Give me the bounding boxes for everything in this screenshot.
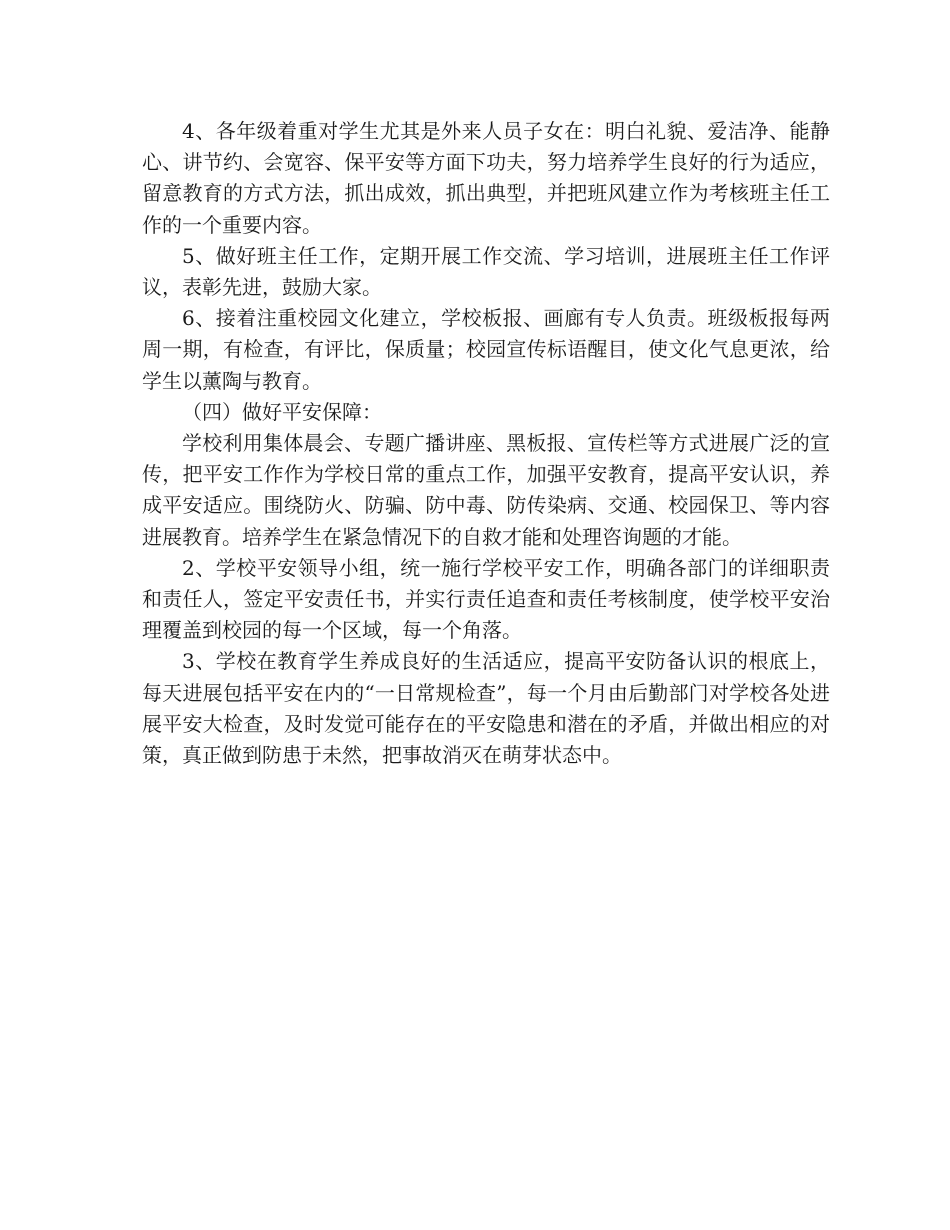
paragraph-item-2: 2、学校平安领导小组，统一施行学校平安工作，明确各部门的详细职责和责任人，签定平安责任书，并实行责任追查和责任考核制度，使学校平安治理覆盖到校园的每一个区域，每一个角落。: [142, 555, 830, 643]
section-heading-safety: （四）做好平安保障：: [182, 399, 382, 424]
paragraph-item-6: 6、接着注重校园文化建立，学校板报、画廊有专人负责。班级板报每两周一期，有检查，有评比，保质量；校园宣传标语醒目，使文化气息更浓，给学生以薰陶与教育。: [142, 306, 830, 393]
paragraph-item-5: 5、做好班主任工作，定期开展工作交流、学习培训，进展班主任工作评议，表彰先进，鼓励大家。: [142, 243, 830, 300]
document-body: [142, 116, 830, 771]
paragraph-item-3: 3、学校在教育学生养成良好的生活适应，提高平安防备认识的根底上，每天进展包括平安在内的“一日常规检查”，每一个月由后勤部门对学校各处进展平安大检查，及时发觉可能存在的平安隐患和潜在的矛盾，并做出相应的对策，真正做到防患于未然，把事故消灭在萌芽状态中。: [142, 649, 830, 768]
paragraph-safety-intro: 学校利用集体晨会、专题广播讲座、黑板报、宣传栏等方式进展广泛的宣传，把平安工作作为学校日常的重点工作，加强平安教育，提高平安认识，养成平安适应。围绕防火、防骗、防中毒、防传染病、交通、校园保卫、等内容进展教育。培养学生在紧急情况下的自救才能和处理咨询题的才能。: [142, 431, 830, 549]
paragraph-item-4: 4、各年级着重对学生尤其是外来人员子女在：明白礼貌、爱洁净、能静心、讲节约、会宽容、保平安等方面下功夫，努力培养学生良好的行为适应，留意教育的方式方法，抓出成效，抓出典型，并把班风建立作为考核班主任工作的一个重要内容。: [142, 119, 830, 237]
